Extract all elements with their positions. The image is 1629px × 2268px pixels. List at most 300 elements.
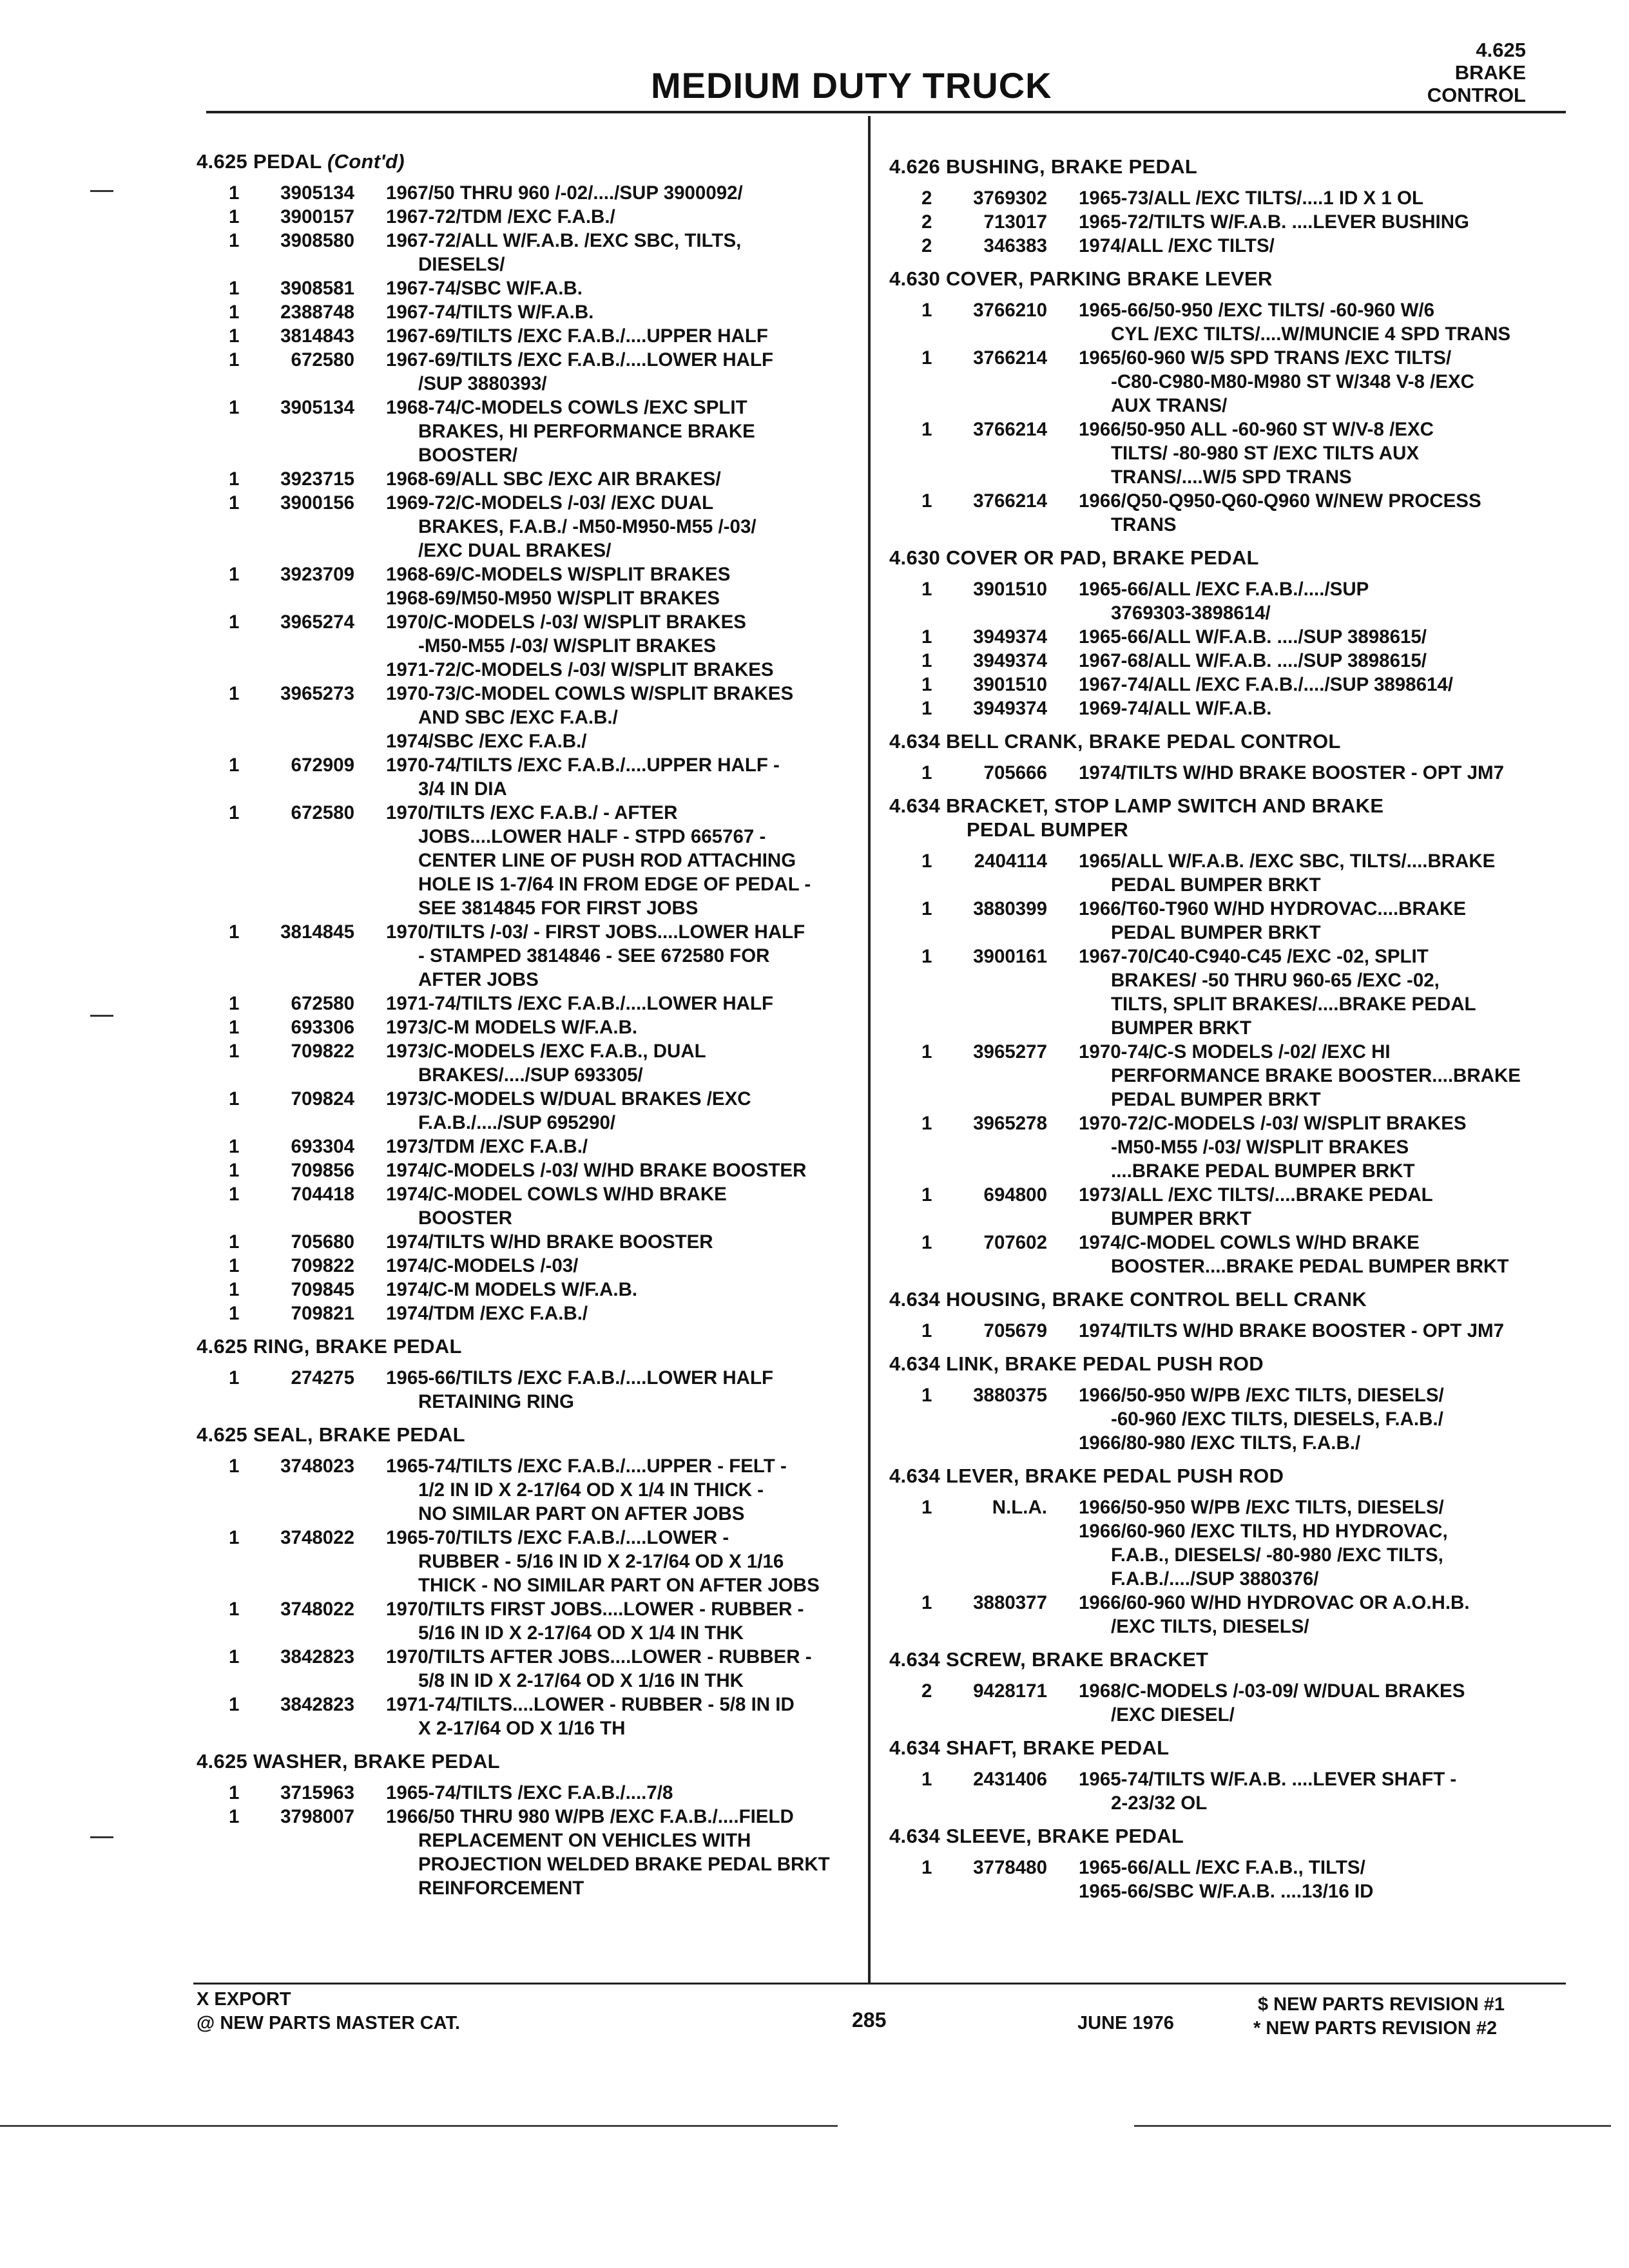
quantity: 1 bbox=[229, 1255, 240, 1276]
part-number: 3905134 bbox=[280, 182, 354, 204]
part-number: 3949374 bbox=[973, 698, 1047, 719]
description-line: AUX TRANS/ bbox=[1111, 395, 1228, 416]
page-number: 285 bbox=[852, 2008, 887, 2032]
description-line: 1965-72/TILTS W/F.A.B. ....LEVER BUSHING bbox=[1079, 211, 1469, 233]
part-number: 709845 bbox=[291, 1279, 354, 1300]
description-line: ....BRAKE PEDAL BUMPER BRKT bbox=[1111, 1160, 1415, 1182]
part-row bbox=[889, 649, 1572, 673]
part-description bbox=[1076, 1856, 1572, 1903]
description-line: X 2-17/64 OD X 1/16 TH bbox=[418, 1718, 626, 1739]
part-number: 3766214 bbox=[973, 347, 1047, 369]
quantity: 1 bbox=[229, 1160, 240, 1181]
quantity: 1 bbox=[229, 492, 240, 514]
section-title: RING, BRAKE PEDAL bbox=[253, 1335, 462, 1358]
quantity: 1 bbox=[229, 182, 240, 204]
description-line: 1970/TILTS AFTER JOBS....LOWER - RUBBER - bbox=[386, 1646, 812, 1667]
part-number: 693304 bbox=[291, 1136, 354, 1157]
quantity: 1 bbox=[921, 762, 932, 783]
part-description bbox=[1076, 1383, 1572, 1455]
part-row bbox=[197, 1781, 854, 1805]
part-description bbox=[383, 276, 854, 300]
quantity: 1 bbox=[229, 993, 240, 1014]
part-row bbox=[889, 1111, 1572, 1183]
footer-rule bbox=[193, 1983, 1566, 1984]
part-number: 3900156 bbox=[280, 492, 354, 514]
description-line: HOLE IS 1-7/64 IN FROM EDGE OF PEDAL - bbox=[418, 874, 811, 895]
part-description bbox=[1076, 649, 1572, 673]
section-title: WASHER, BRAKE PEDAL bbox=[253, 1750, 500, 1773]
part-description bbox=[1076, 1319, 1572, 1343]
part-row bbox=[889, 897, 1572, 945]
part-row bbox=[197, 205, 854, 229]
section-number: 4.625 bbox=[197, 150, 248, 173]
part-row bbox=[197, 1230, 854, 1254]
description-line: - STAMPED 3814846 - SEE 672580 FOR bbox=[418, 945, 770, 966]
description-line: REPLACEMENT ON VEHICLES WITH bbox=[418, 1830, 751, 1851]
part-row bbox=[197, 682, 854, 753]
quantity: 1 bbox=[921, 490, 932, 512]
description-line: PEDAL BUMPER BRKT bbox=[1111, 1089, 1321, 1110]
part-row bbox=[197, 610, 854, 682]
part-number: 709822 bbox=[291, 1041, 354, 1062]
part-number: 3923715 bbox=[280, 468, 354, 490]
part-row bbox=[197, 348, 854, 396]
part-description bbox=[383, 1526, 854, 1597]
description-line: 1968-69/ALL SBC /EXC AIR BRAKES/ bbox=[386, 468, 721, 490]
part-number: 3842823 bbox=[280, 1694, 354, 1715]
part-row bbox=[197, 562, 854, 610]
description-line: 1965-66/ALL /EXC F.A.B., TILTS/ bbox=[1079, 1857, 1365, 1878]
description-line: 1967-70/C40-C940-C45 /EXC -02, SPLIT bbox=[1079, 946, 1429, 967]
part-description bbox=[1076, 697, 1572, 720]
part-description bbox=[1076, 1767, 1572, 1815]
part-description bbox=[383, 920, 854, 992]
part-number: 3901510 bbox=[973, 674, 1047, 695]
section-number: 4.634 bbox=[889, 1825, 941, 1847]
section-title: LEVER, BRAKE PEDAL PUSH ROD bbox=[946, 1465, 1284, 1487]
part-description bbox=[383, 1254, 854, 1278]
quantity: 1 bbox=[229, 754, 240, 776]
description-line: RUBBER - 5/16 IN ID X 2-17/64 OD X 1/16 bbox=[418, 1551, 784, 1572]
quantity: 2 bbox=[921, 235, 932, 256]
part-row bbox=[197, 1135, 854, 1158]
description-line: 1967-69/TILTS /EXC F.A.B./....LOWER HALF bbox=[386, 349, 774, 370]
part-row bbox=[889, 298, 1572, 346]
section-number: 4.626 bbox=[889, 155, 941, 178]
description-line: 1965-66/ALL W/F.A.B. ..../SUP 3898615/ bbox=[1079, 626, 1427, 648]
part-row bbox=[197, 396, 854, 467]
quantity: 2 bbox=[921, 1680, 932, 1702]
revision-note-1: $ NEW PARTS REVISION #1 bbox=[1258, 1994, 1505, 2015]
description-line: 1967-74/ALL /EXC F.A.B./..../SUP 3898614/ bbox=[1079, 674, 1453, 695]
description-line: 1967-72/ALL W/F.A.B. /EXC SBC, TILTS, bbox=[386, 230, 742, 251]
part-description bbox=[1076, 1231, 1572, 1278]
description-line: BUMPER BRKT bbox=[1111, 1017, 1251, 1039]
description-line: NO SIMILAR PART ON AFTER JOBS bbox=[418, 1503, 745, 1524]
section-code-block bbox=[1427, 39, 1526, 106]
quantity: 1 bbox=[229, 1041, 240, 1062]
quantity: 1 bbox=[921, 1592, 932, 1613]
part-description bbox=[383, 1302, 854, 1325]
part-description bbox=[1076, 234, 1572, 258]
part-number: 3880375 bbox=[973, 1385, 1047, 1406]
section-number: 4.634 bbox=[889, 1736, 941, 1759]
description-line: 1971-72/C-MODELS /-03/ W/SPLIT BRAKES bbox=[386, 659, 774, 680]
quantity: 1 bbox=[229, 1527, 240, 1548]
section-title: SCREW, BRAKE BRACKET bbox=[946, 1648, 1209, 1671]
description-line: BOOSTER/ bbox=[418, 445, 518, 466]
section-heading bbox=[889, 1287, 1572, 1311]
part-description bbox=[1076, 418, 1572, 489]
description-line: 1968-74/C-MODELS COWLS /EXC SPLIT bbox=[386, 397, 747, 418]
quantity: 1 bbox=[921, 898, 932, 919]
part-description bbox=[1076, 1591, 1572, 1639]
part-description bbox=[1076, 298, 1572, 346]
part-number: 3965278 bbox=[973, 1113, 1047, 1134]
part-number: 709856 bbox=[291, 1160, 354, 1181]
description-line: RETAINING RING bbox=[418, 1391, 575, 1412]
quantity: 1 bbox=[921, 1041, 932, 1062]
part-description bbox=[383, 324, 854, 348]
quantity: 1 bbox=[229, 302, 240, 323]
part-description bbox=[1076, 945, 1572, 1040]
description-line: 1966/80-980 /EXC TILTS, F.A.B./ bbox=[1079, 1432, 1361, 1454]
section-title: PEDAL bbox=[253, 150, 322, 173]
quantity: 1 bbox=[921, 1184, 932, 1206]
quantity: 1 bbox=[229, 468, 240, 490]
part-number: 3908581 bbox=[280, 278, 354, 299]
quantity: 1 bbox=[229, 1231, 240, 1253]
description-line: 1968-69/M50-M950 W/SPLIT BRAKES bbox=[386, 588, 720, 609]
description-line: 1974/C-MODELS /-03/ W/HD BRAKE BOOSTER bbox=[386, 1160, 807, 1181]
section-heading bbox=[889, 729, 1572, 753]
part-description bbox=[383, 562, 854, 610]
description-line: BRAKES/ -50 THRU 960-65 /EXC -02, bbox=[1111, 970, 1440, 991]
description-line: REINFORCEMENT bbox=[418, 1878, 584, 1899]
part-row bbox=[197, 1302, 854, 1325]
part-description bbox=[383, 1645, 854, 1693]
quantity: 1 bbox=[921, 1769, 932, 1790]
section-number: 4.625 bbox=[197, 1750, 248, 1773]
quantity: 1 bbox=[229, 921, 240, 943]
part-description bbox=[1076, 625, 1572, 649]
part-row bbox=[889, 1856, 1572, 1903]
description-line: 1966/50-950 W/PB /EXC TILTS, DIESELS/ bbox=[1079, 1385, 1444, 1406]
part-number: 3766214 bbox=[973, 419, 1047, 440]
quantity: 1 bbox=[229, 1088, 240, 1110]
part-row bbox=[889, 1591, 1572, 1639]
part-row bbox=[889, 1040, 1572, 1111]
part-number: 3778480 bbox=[973, 1857, 1047, 1878]
part-row bbox=[197, 1693, 854, 1740]
description-line: 1974/C-MODEL COWLS W/HD BRAKE bbox=[386, 1184, 727, 1205]
section-number: 4.634 bbox=[889, 1465, 941, 1487]
part-row bbox=[889, 418, 1572, 489]
header-rule bbox=[206, 111, 1566, 113]
description-line: -M50-M55 /-03/ W/SPLIT BRAKES bbox=[418, 635, 717, 657]
export-note: X EXPORT bbox=[197, 1989, 291, 2010]
description-line: F.A.B./..../SUP 3880376/ bbox=[1111, 1568, 1319, 1590]
part-description bbox=[383, 205, 854, 229]
part-row bbox=[197, 324, 854, 348]
description-line: 1973/TDM /EXC F.A.B./ bbox=[386, 1136, 588, 1157]
section-number: 4.630 bbox=[889, 546, 941, 569]
quantity: 1 bbox=[229, 683, 240, 704]
description-line: 1974/TILTS W/HD BRAKE BOOSTER bbox=[386, 1231, 713, 1253]
section-title: HOUSING, BRAKE CONTROL BELL CRANK bbox=[946, 1288, 1367, 1311]
part-description bbox=[383, 1597, 854, 1645]
part-number: 3766210 bbox=[973, 300, 1047, 321]
section-heading bbox=[197, 1423, 854, 1446]
part-description bbox=[1076, 346, 1572, 418]
section-number: 4.634 bbox=[889, 1352, 941, 1375]
description-line: 3/4 IN DIA bbox=[418, 778, 507, 800]
quantity: 1 bbox=[921, 698, 932, 719]
quantity: 1 bbox=[921, 1857, 932, 1878]
part-row bbox=[889, 234, 1572, 258]
part-number: 705666 bbox=[983, 762, 1047, 783]
part-description bbox=[383, 1805, 854, 1900]
section-heading bbox=[889, 155, 1572, 178]
part-number: 3880377 bbox=[973, 1592, 1047, 1613]
description-line: 1973/C-MODELS /EXC F.A.B., DUAL bbox=[386, 1041, 706, 1062]
scan-edge-line bbox=[1134, 2125, 1611, 2127]
section-title: SLEEVE, BRAKE PEDAL bbox=[946, 1825, 1184, 1847]
description-line: 1965-70/TILTS /EXC F.A.B./....LOWER - bbox=[386, 1527, 729, 1548]
margin-mark bbox=[90, 1836, 113, 1838]
description-line: 1971-74/TILTS /EXC F.A.B./....LOWER HALF bbox=[386, 993, 774, 1014]
quantity: 1 bbox=[229, 1599, 240, 1620]
quantity: 1 bbox=[921, 579, 932, 600]
part-description bbox=[383, 682, 854, 753]
description-line: JOBS....LOWER HALF - STPD 665767 - bbox=[418, 826, 766, 847]
page-title: MEDIUM DUTY TRUCK bbox=[651, 65, 1052, 106]
part-number: 709822 bbox=[291, 1255, 354, 1276]
part-row bbox=[197, 1087, 854, 1135]
description-line: 1966/50-950 ALL -60-960 ST W/V-8 /EXC bbox=[1079, 419, 1434, 440]
description-line: /EXC TILTS, DIESELS/ bbox=[1111, 1616, 1309, 1637]
part-row bbox=[889, 1383, 1572, 1455]
part-number: 3908580 bbox=[280, 230, 354, 251]
quantity: 1 bbox=[229, 230, 240, 251]
part-row bbox=[197, 1805, 854, 1900]
description-line: 5/16 IN ID X 2-17/64 OD X 1/4 IN THK bbox=[418, 1622, 744, 1644]
quantity: 1 bbox=[229, 325, 240, 347]
part-row bbox=[197, 1182, 854, 1230]
part-number: 3748022 bbox=[280, 1599, 354, 1620]
description-line: 1967-74/SBC W/F.A.B. bbox=[386, 278, 583, 299]
margin-mark bbox=[90, 190, 113, 192]
quantity: 1 bbox=[921, 1385, 932, 1406]
description-line: 1965-74/TILTS /EXC F.A.B./....7/8 bbox=[386, 1782, 673, 1803]
part-row bbox=[197, 181, 854, 205]
section-heading bbox=[197, 1749, 854, 1773]
part-row bbox=[889, 1183, 1572, 1231]
description-line: DIESELS/ bbox=[418, 254, 505, 275]
description-line: 1974/TILTS W/HD BRAKE BOOSTER - OPT JM7 bbox=[1079, 1320, 1505, 1341]
part-number: 693306 bbox=[291, 1017, 354, 1038]
quantity: 1 bbox=[229, 397, 240, 418]
description-line: 1967-68/ALL W/F.A.B. ..../SUP 3898615/ bbox=[1079, 650, 1427, 671]
part-row bbox=[197, 1015, 854, 1039]
part-description bbox=[383, 1015, 854, 1039]
description-line: 1970/TILTS FIRST JOBS....LOWER - RUBBER - bbox=[386, 1599, 804, 1620]
quantity: 1 bbox=[229, 1806, 240, 1827]
section-title: BUSHING, BRAKE PEDAL bbox=[946, 155, 1198, 178]
part-number: 2431406 bbox=[973, 1769, 1047, 1790]
part-number: 694800 bbox=[983, 1184, 1047, 1206]
part-number: 3900157 bbox=[280, 206, 354, 227]
description-line: 1968-69/C-MODELS W/SPLIT BRAKES bbox=[386, 564, 731, 585]
part-number: 3965277 bbox=[973, 1041, 1047, 1062]
part-description bbox=[383, 1158, 854, 1182]
quantity: 1 bbox=[921, 650, 932, 671]
part-number: 3715963 bbox=[280, 1782, 354, 1803]
quantity: 1 bbox=[229, 278, 240, 299]
quantity: 1 bbox=[229, 802, 240, 823]
part-row bbox=[197, 276, 854, 300]
part-description bbox=[383, 1039, 854, 1087]
part-row bbox=[889, 697, 1572, 720]
description-line: 5/8 IN ID X 2-17/64 OD X 1/16 IN THK bbox=[418, 1670, 744, 1691]
description-line: F.A.B./..../SUP 695290/ bbox=[418, 1112, 616, 1133]
quantity: 1 bbox=[921, 626, 932, 648]
quantity: 1 bbox=[921, 674, 932, 695]
part-number: 672580 bbox=[291, 349, 354, 370]
quantity: 2 bbox=[921, 187, 932, 209]
part-number: 3901510 bbox=[973, 579, 1047, 600]
section-number: 4.634 bbox=[889, 794, 941, 817]
description-line: BRAKES, F.A.B./ -M50-M950-M55 /-03/ bbox=[418, 516, 757, 537]
quantity: 1 bbox=[921, 1113, 932, 1134]
catalog-note: @ NEW PARTS MASTER CAT. bbox=[197, 2013, 461, 2033]
part-number: 707602 bbox=[983, 1232, 1047, 1253]
description-line: 1970/TILTS /EXC F.A.B./ - AFTER bbox=[386, 802, 678, 823]
description-line: 1965-73/ALL /EXC TILTS/....1 ID X 1 OL bbox=[1079, 187, 1423, 209]
part-number: 3769302 bbox=[973, 187, 1047, 209]
quantity: 1 bbox=[229, 1017, 240, 1038]
quantity: 1 bbox=[921, 1232, 932, 1253]
description-line: 1974/C-M MODELS W/F.A.B. bbox=[386, 1279, 638, 1300]
part-description bbox=[383, 181, 854, 205]
section-heading bbox=[889, 1464, 1572, 1488]
part-description bbox=[383, 1182, 854, 1230]
description-line: 1971-74/TILTS....LOWER - RUBBER - 5/8 IN ID bbox=[386, 1694, 795, 1715]
part-row bbox=[889, 849, 1572, 897]
section-title: LINK, BRAKE PEDAL PUSH ROD bbox=[946, 1352, 1264, 1375]
description-line: 1965/60-960 W/5 SPD TRANS /EXC TILTS/ bbox=[1079, 347, 1452, 369]
part-description bbox=[1076, 1111, 1572, 1183]
description-line: 1965/ALL W/F.A.B. /EXC SBC, TILTS/....BRAKE bbox=[1079, 850, 1496, 872]
part-number: 713017 bbox=[983, 211, 1047, 233]
description-line: PEDAL BUMPER BRKT bbox=[1111, 874, 1321, 896]
description-line: 1966/50-950 W/PB /EXC TILTS, DIESELS/ bbox=[1079, 1497, 1444, 1518]
part-description bbox=[383, 1135, 854, 1158]
part-row bbox=[889, 210, 1572, 234]
section-heading bbox=[889, 546, 1572, 570]
scan-edge-line bbox=[0, 2125, 838, 2127]
part-description bbox=[1076, 1040, 1572, 1111]
part-description bbox=[383, 491, 854, 562]
quantity: 1 bbox=[229, 564, 240, 585]
part-description bbox=[383, 753, 854, 801]
section-title: COVER, PARKING BRAKE LEVER bbox=[946, 267, 1273, 290]
description-line: BUMPER BRKT bbox=[1111, 1208, 1251, 1229]
part-description bbox=[1076, 1183, 1572, 1231]
part-number: 3766214 bbox=[973, 490, 1047, 512]
part-row bbox=[197, 229, 854, 276]
description-line: TILTS, SPLIT BRAKES/....BRAKE PEDAL bbox=[1111, 994, 1476, 1015]
part-number: 3748022 bbox=[280, 1527, 354, 1548]
part-row bbox=[197, 467, 854, 491]
part-row bbox=[889, 625, 1572, 649]
description-line: 1970/TILTS /-03/ - FIRST JOBS....LOWER HALF bbox=[386, 921, 805, 943]
part-description bbox=[383, 1454, 854, 1526]
part-description bbox=[1076, 186, 1572, 210]
section-title: BELL CRANK, BRAKE PEDAL CONTROL bbox=[946, 730, 1341, 753]
part-number: 9428171 bbox=[973, 1680, 1047, 1702]
section-heading bbox=[889, 1648, 1572, 1671]
publication-date: JUNE 1976 bbox=[1077, 2013, 1174, 2033]
left-column bbox=[197, 149, 854, 1900]
description-line: CYL /EXC TILTS/....W/MUNCIE 4 SPD TRANS bbox=[1111, 323, 1511, 345]
section-heading bbox=[889, 1736, 1572, 1760]
part-row bbox=[889, 186, 1572, 210]
part-row bbox=[889, 761, 1572, 785]
quantity: 1 bbox=[229, 611, 240, 633]
category-line-1: BRAKE bbox=[1454, 61, 1526, 84]
part-description bbox=[383, 348, 854, 396]
part-description bbox=[1076, 577, 1572, 625]
description-line: THICK - NO SIMILAR PART ON AFTER JOBS bbox=[418, 1575, 820, 1596]
description-line: 1967/50 THRU 960 /-02/..../SUP 3900092/ bbox=[386, 182, 743, 204]
part-number: 346383 bbox=[983, 235, 1047, 256]
description-line: 1974/SBC /EXC F.A.B./ bbox=[386, 731, 587, 752]
description-line: 1968/C-MODELS /-03-09/ W/DUAL BRAKES bbox=[1079, 1680, 1465, 1702]
part-description bbox=[1076, 210, 1572, 234]
part-number: 274275 bbox=[291, 1367, 354, 1389]
part-description bbox=[383, 610, 854, 682]
part-row bbox=[889, 346, 1572, 418]
revision-note-2: * NEW PARTS REVISION #2 bbox=[1253, 2018, 1498, 2039]
quantity: 1 bbox=[229, 1303, 240, 1324]
description-line: 1970-73/C-MODEL COWLS W/SPLIT BRAKES bbox=[386, 683, 794, 704]
section-heading bbox=[889, 1824, 1572, 1848]
part-description bbox=[1076, 1679, 1572, 1727]
quantity: 1 bbox=[229, 1782, 240, 1803]
part-row bbox=[889, 1319, 1572, 1343]
description-line: 1965-66/ALL /EXC F.A.B./..../SUP bbox=[1079, 579, 1369, 600]
part-number: 709821 bbox=[291, 1303, 354, 1324]
description-line: 1970/C-MODELS /-03/ W/SPLIT BRAKES bbox=[386, 611, 746, 633]
part-row bbox=[889, 945, 1572, 1040]
description-line: 1973/C-MODELS W/DUAL BRAKES /EXC bbox=[386, 1088, 751, 1110]
part-description bbox=[383, 1278, 854, 1302]
part-number: 709824 bbox=[291, 1088, 354, 1110]
quantity: 1 bbox=[921, 419, 932, 440]
quantity: 1 bbox=[229, 1646, 240, 1667]
part-number: 705679 bbox=[983, 1320, 1047, 1341]
part-number: 2388748 bbox=[280, 302, 354, 323]
description-line: /SUP 3880393/ bbox=[418, 373, 547, 394]
margin-mark bbox=[90, 1015, 113, 1017]
quantity: 2 bbox=[921, 211, 932, 233]
description-line: 1967-74/TILTS W/F.A.B. bbox=[386, 302, 594, 323]
quantity: 1 bbox=[229, 1136, 240, 1157]
description-line: 1967-72/TDM /EXC F.A.B./ bbox=[386, 206, 615, 227]
part-row bbox=[197, 1158, 854, 1182]
part-row bbox=[197, 1526, 854, 1597]
